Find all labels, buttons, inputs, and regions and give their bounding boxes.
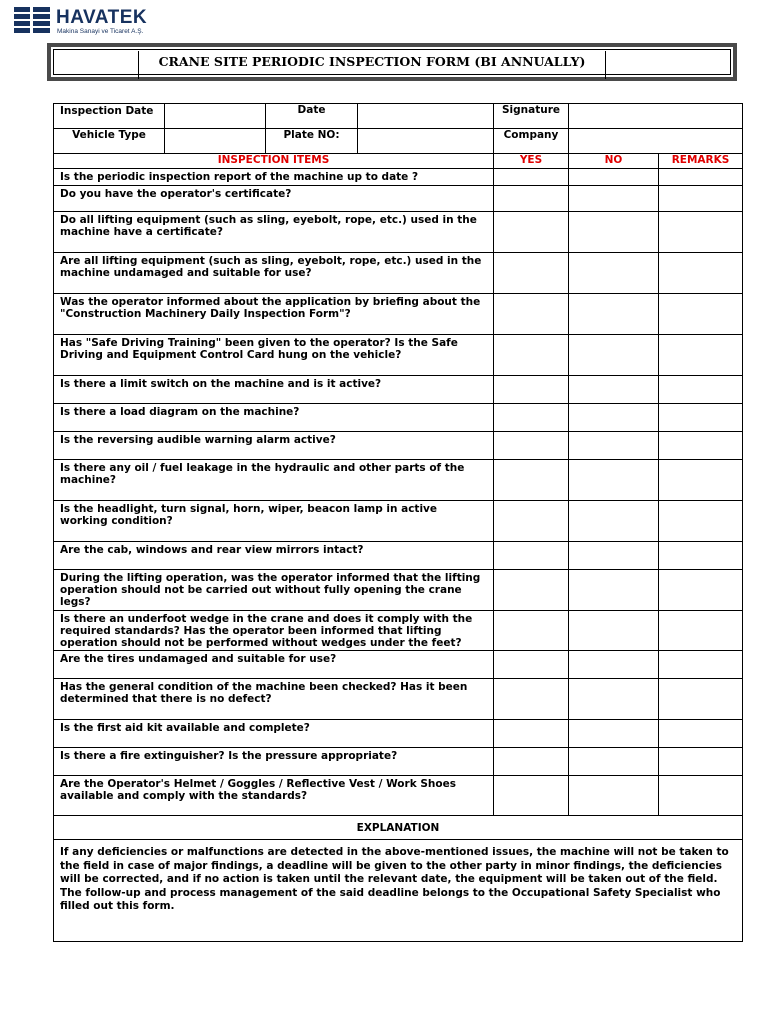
- inspection-item-question: Has the general condition of the machine been checked? Has it been determined that there is no defect?: [54, 679, 494, 720]
- date-label: Date: [266, 104, 358, 129]
- yes-cell[interactable]: [494, 748, 569, 776]
- form-title-box: [47, 43, 737, 81]
- inspection-item-row: [54, 186, 743, 212]
- no-cell[interactable]: [569, 542, 659, 570]
- yes-cell[interactable]: [494, 611, 569, 651]
- logo-subtitle: Makina Sanayi ve Ticaret A.Ş.: [57, 28, 144, 35]
- vehicle-type-label: Vehicle Type: [54, 129, 165, 154]
- no-cell[interactable]: [569, 651, 659, 679]
- yes-cell[interactable]: [494, 376, 569, 404]
- inspection-item-row: [54, 651, 743, 679]
- yes-cell[interactable]: [494, 720, 569, 748]
- inspection-item-question: Is there an underfoot wedge in the crane and does it comply with the required standards? Has the operator been informed that lifting operation should not be performed without wedges under the feet?: [54, 611, 494, 651]
- no-cell[interactable]: [569, 611, 659, 651]
- inspection-item-row: [54, 611, 743, 651]
- inspection-item-question: Do you have the operator's certificate?: [54, 186, 494, 212]
- signature-field[interactable]: [569, 104, 743, 129]
- no-cell[interactable]: [569, 169, 659, 186]
- form-title: CRANE SITE PERIODIC INSPECTION FORM (BI ANNUALLY): [158, 54, 586, 69]
- logo-name: HAVATEK: [56, 7, 148, 28]
- yes-cell[interactable]: [494, 335, 569, 376]
- inspection-item-question: Do all lifting equipment (such as sling, eyebolt, rope, etc.) used in the machine have a certificate?: [54, 212, 494, 253]
- yes-cell[interactable]: [494, 460, 569, 501]
- no-cell[interactable]: [569, 212, 659, 253]
- inspection-item-row: [54, 335, 743, 376]
- yes-cell[interactable]: [494, 501, 569, 542]
- inspection-date-field[interactable]: [165, 104, 266, 129]
- inspection-item-row: [54, 212, 743, 253]
- inspection-item-question: Are the tires undamaged and suitable for use?: [54, 651, 494, 679]
- inspection-items-header: INSPECTION ITEMS: [54, 154, 494, 169]
- remarks-cell[interactable]: [659, 460, 743, 501]
- company-logo: [14, 7, 174, 39]
- inspection-item-row: [54, 460, 743, 501]
- remarks-cell[interactable]: [659, 376, 743, 404]
- inspection-item-question: Is the first aid kit available and complete?: [54, 720, 494, 748]
- company-label: Company: [494, 129, 569, 154]
- inspection-item-question: Are the cab, windows and rear view mirrors intact?: [54, 542, 494, 570]
- signature-label: Signature: [494, 104, 569, 129]
- inspection-item-question: Has "Safe Driving Training" been given to the operator? Is the Safe Driving and Equipment Control Card hung on the vehicle?: [54, 335, 494, 376]
- inspection-item-row: [54, 404, 743, 432]
- no-cell[interactable]: [569, 679, 659, 720]
- remarks-cell[interactable]: [659, 253, 743, 294]
- remarks-cell[interactable]: [659, 651, 743, 679]
- inspection-item-row: [54, 570, 743, 611]
- inspection-item-question: Are all lifting equipment (such as sling, eyebolt, rope, etc.) used in the machine undamaged and suitable for use?: [54, 253, 494, 294]
- no-cell[interactable]: [569, 335, 659, 376]
- yes-cell[interactable]: [494, 651, 569, 679]
- vehicle-type-field[interactable]: [165, 129, 266, 154]
- inspection-item-question: Are the Operator's Helmet / Goggles / Reflective Vest / Work Shoes available and comply with the standards?: [54, 776, 494, 816]
- no-cell[interactable]: [569, 570, 659, 611]
- remarks-cell[interactable]: [659, 169, 743, 186]
- yes-cell[interactable]: [494, 776, 569, 816]
- yes-cell[interactable]: [494, 679, 569, 720]
- remarks-header: REMARKS: [659, 154, 743, 169]
- inspection-item-row: [54, 294, 743, 335]
- company-field[interactable]: [569, 129, 743, 154]
- no-cell[interactable]: [569, 404, 659, 432]
- remarks-cell[interactable]: [659, 748, 743, 776]
- no-cell[interactable]: [569, 253, 659, 294]
- no-cell[interactable]: [569, 432, 659, 460]
- inspection-item-row: [54, 720, 743, 748]
- yes-cell[interactable]: [494, 404, 569, 432]
- remarks-cell[interactable]: [659, 542, 743, 570]
- inspection-item-row: [54, 253, 743, 294]
- remarks-cell[interactable]: [659, 212, 743, 253]
- yes-cell[interactable]: [494, 186, 569, 212]
- inspection-table: [53, 103, 743, 942]
- logo-mark-icon: [14, 7, 50, 35]
- inspection-item-question: Is there any oil / fuel leakage in the hydraulic and other parts of the machine?: [54, 460, 494, 501]
- remarks-cell[interactable]: [659, 501, 743, 542]
- inspection-item-row: [54, 542, 743, 570]
- date-field[interactable]: [358, 104, 494, 129]
- no-cell[interactable]: [569, 460, 659, 501]
- remarks-cell[interactable]: [659, 570, 743, 611]
- remarks-cell[interactable]: [659, 294, 743, 335]
- remarks-cell[interactable]: [659, 404, 743, 432]
- yes-cell[interactable]: [494, 570, 569, 611]
- inspection-item-question: Was the operator informed about the application by briefing about the "Construction Machinery Daily Inspection Form"?: [54, 294, 494, 335]
- inspection-item-row: [54, 169, 743, 186]
- no-cell[interactable]: [569, 186, 659, 212]
- remarks-cell[interactable]: [659, 611, 743, 651]
- remarks-cell[interactable]: [659, 679, 743, 720]
- no-cell[interactable]: [569, 720, 659, 748]
- no-cell[interactable]: [569, 294, 659, 335]
- inspection-item-row: [54, 376, 743, 404]
- yes-cell[interactable]: [494, 169, 569, 186]
- inspection-item-row: [54, 501, 743, 542]
- inspection-item-question: Is the headlight, turn signal, horn, wiper, beacon lamp in active working condition?: [54, 501, 494, 542]
- inspection-item-question: Is there a load diagram on the machine?: [54, 404, 494, 432]
- explanation-body: If any deficiencies or malfunctions are detected in the above-mentioned issues, the machine will not be taken to the field in case of major findings, a deadline will be given to the other party in minor findings, the deficiencies will be corrected, and if no action is taken until the relevant date, the equipment will be taken out of the field. The follow-up and process management of the said deadline belongs to the Occupational Safety Specialist who filled out this form.: [54, 840, 743, 942]
- inspection-item-question: Is there a fire extinguisher? Is the pressure appropriate?: [54, 748, 494, 776]
- inspection-item-row: [54, 432, 743, 460]
- no-cell[interactable]: [569, 776, 659, 816]
- no-cell[interactable]: [569, 748, 659, 776]
- inspection-item-question: Is there a limit switch on the machine and is it active?: [54, 376, 494, 404]
- no-cell[interactable]: [569, 376, 659, 404]
- yes-cell[interactable]: [494, 212, 569, 253]
- inspection-item-row: [54, 776, 743, 816]
- inspection-date-label: Inspection Date: [54, 104, 165, 129]
- inspection-item-question: During the lifting operation, was the operator informed that the lifting operation should not be carried out without fully opening the crane legs?: [54, 570, 494, 611]
- yes-cell[interactable]: [494, 432, 569, 460]
- yes-cell[interactable]: [494, 294, 569, 335]
- plate-no-field[interactable]: [358, 129, 494, 154]
- inspection-item-row: [54, 679, 743, 720]
- yes-header: YES: [494, 154, 569, 169]
- remarks-cell[interactable]: [659, 335, 743, 376]
- remarks-cell[interactable]: [659, 186, 743, 212]
- no-header: NO: [569, 154, 659, 169]
- inspection-item-question: Is the reversing audible warning alarm active?: [54, 432, 494, 460]
- remarks-cell[interactable]: [659, 720, 743, 748]
- yes-cell[interactable]: [494, 253, 569, 294]
- remarks-cell[interactable]: [659, 776, 743, 816]
- inspection-item-question: Is the periodic inspection report of the machine up to date ?: [54, 169, 494, 186]
- plate-no-label: Plate NO:: [266, 129, 358, 154]
- inspection-item-row: [54, 748, 743, 776]
- no-cell[interactable]: [569, 501, 659, 542]
- explanation-title: EXPLANATION: [54, 816, 743, 840]
- yes-cell[interactable]: [494, 542, 569, 570]
- remarks-cell[interactable]: [659, 432, 743, 460]
